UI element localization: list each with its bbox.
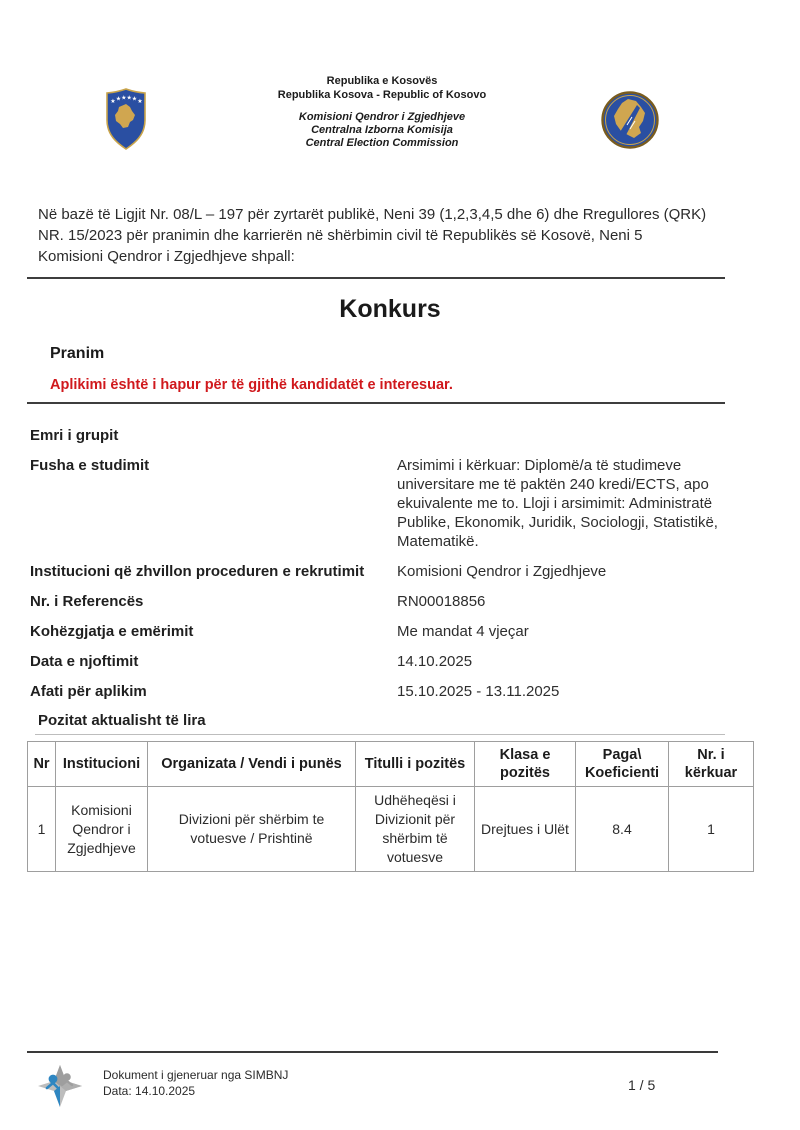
page-title: Konkurs: [339, 295, 441, 323]
field-value: [397, 426, 737, 445]
field-value: Me mandat 4 vjeçar: [397, 623, 529, 640]
generated-by-text: Dokument i gjeneruar nga SIMBNJ: [103, 1068, 289, 1082]
org-name-sq: Komisioni Qendror i Zgjedhjeve: [298, 111, 466, 123]
col-header-position-class: Klasa e pozitës: [475, 742, 576, 787]
cell-organization: Divizioni për shërbim te votuesve / Prishtinë: [148, 787, 356, 872]
divider-notice: [27, 402, 725, 404]
subtitle-pranim: Pranim: [50, 345, 105, 362]
page-number: 1 / 5: [628, 1077, 656, 1093]
cell-nr: 1: [28, 787, 56, 872]
vacancy-fields: [0, 426, 800, 701]
field-row-appointment-duration: [0, 622, 800, 641]
svg-text:★: ★: [137, 98, 143, 105]
col-header-position-title: Titulli i pozitës: [356, 742, 475, 787]
field-label: Nr. i Referencës: [30, 593, 144, 610]
col-header-nr: Nr: [28, 742, 56, 787]
positions-table: [27, 741, 754, 872]
field-row-reference-number: [0, 592, 800, 611]
col-header-institution: Institucioni: [56, 742, 148, 787]
cell-position-title: Udhëheqësi i Divizionit për shërbim të votuesve: [356, 787, 475, 872]
field-label: Kohëzgjatja e emërimit: [30, 623, 194, 640]
document-footer: [27, 1051, 718, 1098]
org-name-block: [232, 111, 532, 150]
field-row-institution: [0, 562, 800, 581]
field-label: Data e njoftimit: [30, 653, 139, 670]
field-label: Emri i grupit: [30, 427, 119, 444]
header-titles: [232, 74, 532, 150]
field-row-study-field: [0, 456, 800, 551]
svg-text:★: ★: [115, 95, 122, 103]
field-value: RN00018856: [397, 593, 486, 610]
field-label: Institucioni që zhvillon proceduren e rekrutimit: [30, 563, 365, 580]
field-row-application-deadline: [0, 682, 800, 701]
divider-top: [27, 277, 725, 279]
cell-position-class: Drejtues i Ulët: [475, 787, 576, 872]
state-name-translations: Republika Kosova - Republic of Kosovo: [277, 89, 487, 101]
footer-text-block: [103, 1067, 288, 1099]
svg-text:★: ★: [126, 94, 132, 102]
svg-text:★: ★: [110, 98, 116, 105]
document-header: [0, 0, 800, 180]
field-value: Arsimimi i kërkuar: Diplomë/a të studimeve universitare me të paktën 240 kredi/ECTS, apo ekuivalente me to. Lloji i arsimimit: Administratë Publike, Ekonomik, Juridik, Sociologji, Statistikë, Matematikë.: [397, 457, 718, 550]
cec-round-logo-icon: [601, 91, 659, 154]
svg-text:★: ★: [131, 95, 138, 103]
field-row-announcement-date: [0, 652, 800, 671]
positions-section-heading: Pozitat aktualisht të lira: [38, 712, 206, 729]
field-row-group-name: [0, 426, 800, 445]
cell-number-required: 1: [669, 787, 754, 872]
col-header-number-required: Nr. i kërkuar: [669, 742, 754, 787]
org-name-sr: Centralna Izborna Komisija: [311, 124, 453, 136]
col-header-organization: Organizata / Vendi i punës: [148, 742, 356, 787]
cell-salary-coefficient: 8.4: [576, 787, 669, 872]
svg-text:★: ★: [121, 94, 127, 102]
generated-date-text: Data: 14.10.2025: [103, 1084, 196, 1098]
field-value: Komisioni Qendror i Zgjedhjeve: [397, 563, 607, 580]
field-label: Fusha e studimit: [30, 457, 150, 474]
table-header-row: [28, 742, 754, 787]
org-name-en: Central Election Commission: [305, 137, 459, 149]
field-label: Afati për aplikim: [30, 683, 147, 700]
legal-basis-paragraph: Në bazë të Ligjit Nr. 08/L – 197 për zyrtarët publikë, Neni 39 (1,2,3,4,5 dhe 6) dhe Rregullores (QRK) NR. 15/2023 për pranimin dhe karrierën në shërbimin civil të Republikës së Kosovë, Neni 5 Komisioni Qendror i Zgjedhjeve shpall:: [38, 206, 707, 265]
state-name-line: Republika e Kosovës: [326, 75, 438, 87]
col-header-salary-coefficient: Paga\ Koeficienti: [576, 742, 669, 787]
kosovo-shield-icon: [106, 88, 146, 155]
simbnj-logo-icon: [37, 1064, 83, 1117]
field-value: 14.10.2025: [397, 653, 473, 670]
field-value: 15.10.2025 - 13.11.2025: [397, 683, 560, 700]
application-open-notice: Aplikimi është i hapur për të gjithë kandidatët e interesuar.: [50, 377, 453, 393]
cell-institution: Komisioni Qendror i Zgjedhjeve: [56, 787, 148, 872]
table-row: [28, 787, 754, 872]
positions-heading-underline: [35, 734, 725, 735]
